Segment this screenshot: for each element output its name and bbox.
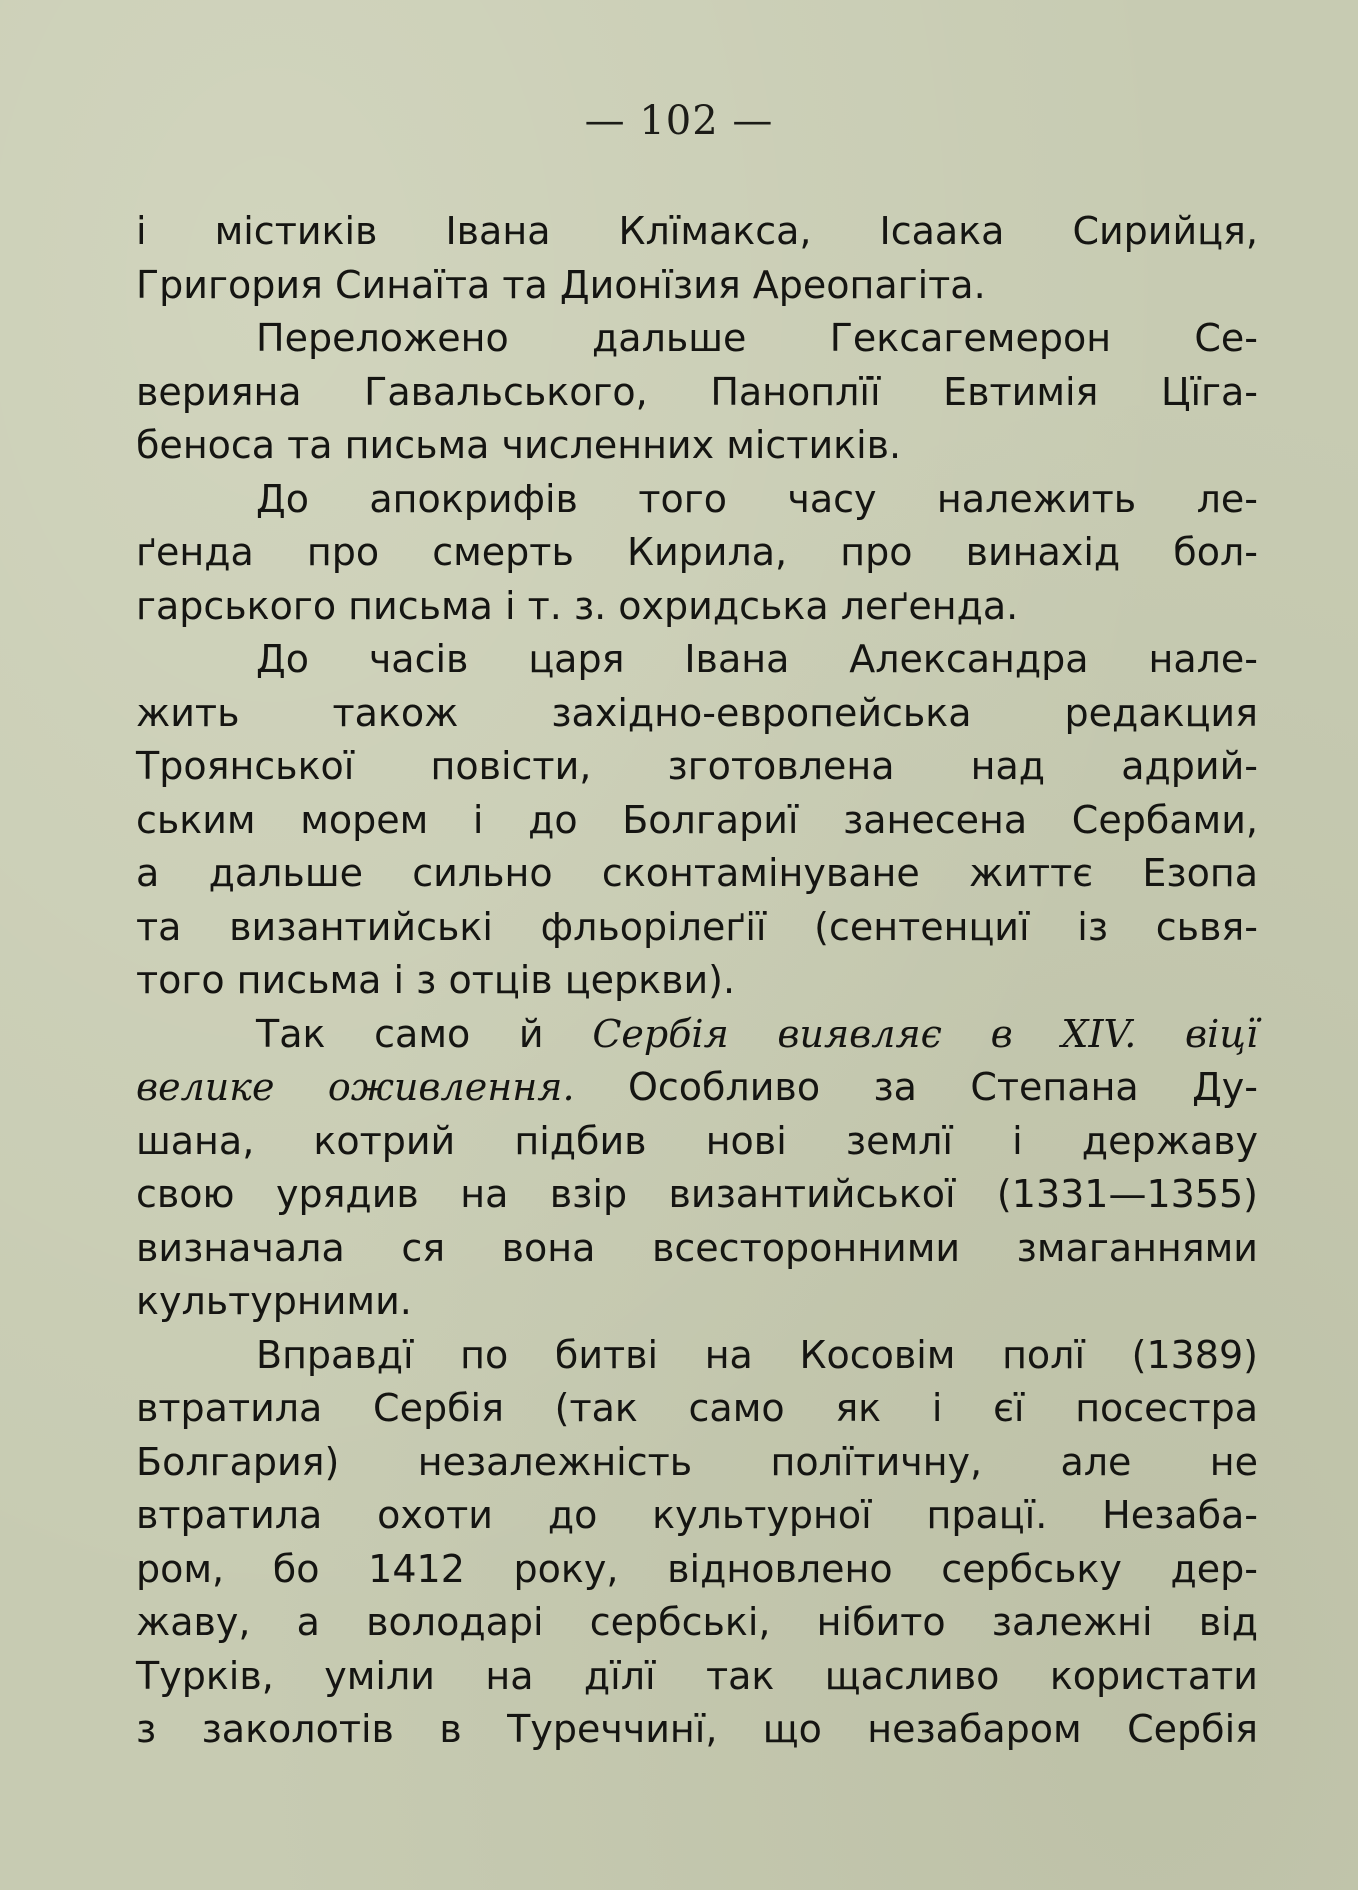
text-segment: Переложено дальше Гексагемерон Се- <box>256 316 1258 360</box>
italic-emphasis: велике оживлення. <box>136 1065 575 1109</box>
paragraph-first-line <box>136 633 1258 687</box>
text-segment: Турків, уміли на дїлї так щасливо користати <box>136 1653 1258 1698</box>
text-line <box>136 1275 1258 1329</box>
text-segment: культурними. <box>136 1279 412 1323</box>
text-segment: ром, бо 1412 року, відновлено сербську дер- <box>136 1546 1258 1591</box>
text-line <box>136 526 1258 580</box>
text-segment: Так само й <box>256 1011 593 1056</box>
paragraph-first-line <box>136 312 1258 366</box>
text-segment: з заколотів в Туреччинї, що незабаром Сербія <box>136 1707 1258 1751</box>
text-line <box>136 205 1258 259</box>
page-number: — 102 — <box>584 98 774 144</box>
text-line <box>136 687 1258 741</box>
text-line <box>136 847 1258 901</box>
text-line <box>136 740 1258 794</box>
text-line <box>136 1596 1258 1650</box>
paragraph-first-line <box>136 1008 1258 1062</box>
text-segment: свою урядив на взір византийської (1331—1355) <box>136 1172 1258 1216</box>
text-line <box>136 419 1258 473</box>
text-line <box>136 580 1258 634</box>
text-line <box>136 1703 1258 1757</box>
text-segment: ським морем і до Болгариї занесена Сербами, <box>136 797 1258 842</box>
text-segment: До апокрифів того часу належить ле- <box>256 476 1258 521</box>
text-segment: втратила Сербія (так само як і єї посестра <box>136 1386 1258 1430</box>
text-segment: жить також західно-европейська редакция <box>136 690 1258 735</box>
text-line <box>136 794 1258 848</box>
text-line <box>136 901 1258 955</box>
paragraph-first-line <box>136 1329 1258 1383</box>
text-line <box>136 366 1258 420</box>
text-line <box>136 1382 1258 1436</box>
text-line <box>136 954 1258 1008</box>
text-line <box>136 1061 1258 1115</box>
body-text <box>136 205 1258 1757</box>
text-segment: ґенда про смерть Кирила, про винахід бол- <box>136 530 1258 574</box>
text-segment: Григория Синаїта та Дионїзия Ареопагіта. <box>136 262 986 307</box>
paragraph-first-line <box>136 473 1258 527</box>
text-segment: гарського письма і т. з. охридська леґенда. <box>136 583 1019 628</box>
text-segment: До часів царя Івана Александра нале- <box>256 637 1258 681</box>
text-segment: Троянської повісти, зготовлена над адрий- <box>136 744 1258 788</box>
text-line <box>136 1650 1258 1704</box>
text-segment: Болгария) незалежність полїтичну, але не <box>136 1439 1258 1484</box>
text-line <box>136 1436 1258 1490</box>
text-segment: Вправдї по битві на Косовім полї (1389) <box>256 1332 1258 1377</box>
text-line <box>136 1168 1258 1222</box>
text-line <box>136 259 1258 313</box>
text-segment: втратила охоти до культурної працї. Незаба- <box>136 1493 1258 1537</box>
text-segment: верияна Гавальського, Паноплїї Евтимія Цїга- <box>136 369 1258 414</box>
text-segment: та византийські фльорілеґії (сентенциї із сьвя- <box>136 904 1258 949</box>
italic-emphasis: Сербія виявляє в XIV. віцї <box>592 1011 1258 1056</box>
text-line <box>136 1222 1258 1276</box>
text-segment: того письма і з отців церкви). <box>136 958 736 1002</box>
text-line <box>136 1115 1258 1169</box>
text-segment: шана, котрий підбив нові землї і державу <box>136 1118 1258 1163</box>
text-segment: жаву, а володарі сербські, нібито залежні від <box>136 1600 1258 1644</box>
text-segment: беноса та письма численних містиків. <box>136 423 902 467</box>
text-segment: визначала ся вона всесторонними змаганнями <box>136 1225 1258 1270</box>
text-segment: Особливо за Степана Ду- <box>574 1065 1259 1109</box>
text-segment: а дальше сильно сконтамінуване життє Езопа <box>136 851 1258 895</box>
text-line <box>136 1543 1258 1597</box>
text-line <box>136 1489 1258 1543</box>
text-segment: і містиків Івана Клїмакса, Ісаака Сирийця, <box>136 209 1258 253</box>
